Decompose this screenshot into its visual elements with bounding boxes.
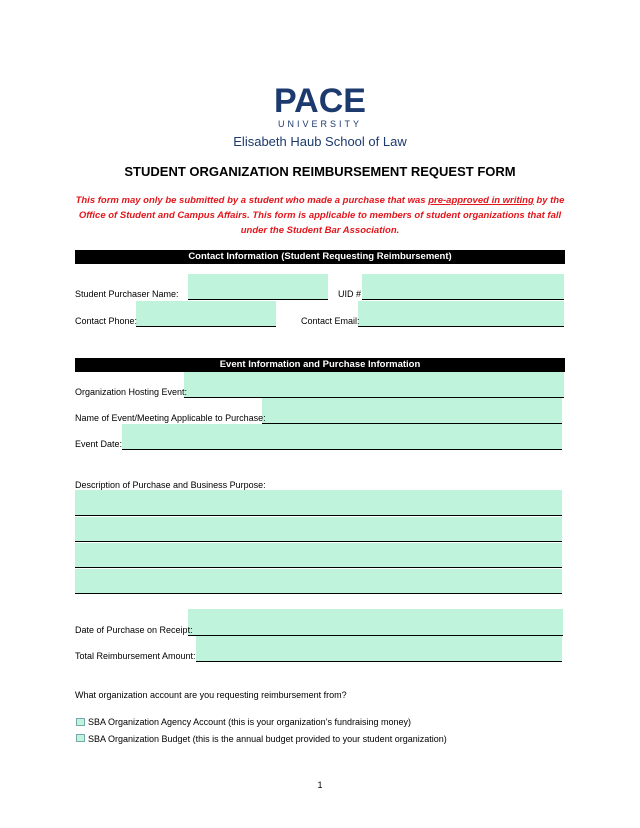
organization-budget-label: SBA Organization Budget (this is the annual budget provided to your student organization) (88, 734, 447, 744)
organization-hosting-label: Organization Hosting Event: (75, 387, 188, 397)
description-line-1[interactable] (75, 490, 562, 516)
description-rule-2 (75, 541, 562, 542)
event-section-header: Event Information and Purchase Information (75, 358, 565, 372)
contact-email-field[interactable] (358, 301, 564, 326)
logo-university-text: UNIVERSITY (277, 119, 362, 129)
contact-phone-label: Contact Phone: (75, 316, 138, 326)
contact-email-line (358, 326, 564, 327)
event-date-line (122, 449, 562, 450)
event-date-field[interactable] (122, 424, 562, 450)
description-rule-4 (75, 593, 562, 594)
event-name-field[interactable] (262, 398, 562, 423)
logo-pace-text: PACE (274, 82, 366, 120)
eligibility-notice (70, 193, 570, 238)
uid-field[interactable] (362, 274, 564, 300)
purchaser-name-field[interactable] (188, 274, 328, 300)
notice-part2: by the Office of Student and Campus Affairs. This form is applicable to members of student organizations that fall under the Student Bar Association. (78, 195, 565, 236)
agency-account-checkbox[interactable] (76, 718, 85, 726)
pace-logo (230, 78, 410, 158)
notice-part1: This form may only be submitted by a student who made a purchase that was (75, 195, 429, 206)
uid-label: UID # (338, 289, 362, 299)
purchase-date-label: Date of Purchase on Receipt: (75, 625, 193, 635)
page-number: 1 (317, 780, 323, 790)
contact-section-header: Contact Information (Student Requesting Reimbursement) (75, 250, 565, 264)
event-name-label: Name of Event/Meeting Applicable to Purchase: (75, 413, 266, 423)
description-line-2[interactable] (75, 517, 562, 542)
purchaser-name-line (188, 299, 328, 300)
total-amount-label: Total Reimbursement Amount: (75, 651, 196, 661)
description-rule-1 (75, 515, 562, 516)
event-date-label: Event Date: (75, 439, 123, 449)
uid-line (362, 299, 564, 300)
organization-budget-checkbox[interactable] (76, 734, 85, 742)
description-line-3[interactable] (75, 543, 562, 568)
description-label: Description of Purchase and Business Purpose: (75, 480, 266, 490)
total-amount-field[interactable] (196, 636, 562, 661)
purchaser-name-label: Student Purchaser Name: (75, 289, 179, 299)
contact-phone-line (136, 326, 276, 327)
description-line-4[interactable] (75, 569, 562, 593)
account-question: What organization account are you requesting reimbursement from? (75, 690, 347, 700)
agency-account-label: SBA Organization Agency Account (this is your organization’s fundraising money) (88, 717, 412, 727)
notice-underlined: pre-approved in writing (428, 195, 534, 206)
description-rule-3 (75, 567, 562, 568)
form-title: STUDENT ORGANIZATION REIMBURSEMENT REQUEST FORM (124, 164, 516, 179)
contact-email-label: Contact Email: (301, 316, 360, 326)
organization-hosting-field[interactable] (184, 372, 564, 397)
total-amount-line (196, 661, 562, 662)
contact-phone-field[interactable] (136, 301, 276, 326)
purchase-date-field[interactable] (188, 609, 563, 635)
logo-school-text: Elisabeth Haub School of Law (233, 134, 407, 149)
